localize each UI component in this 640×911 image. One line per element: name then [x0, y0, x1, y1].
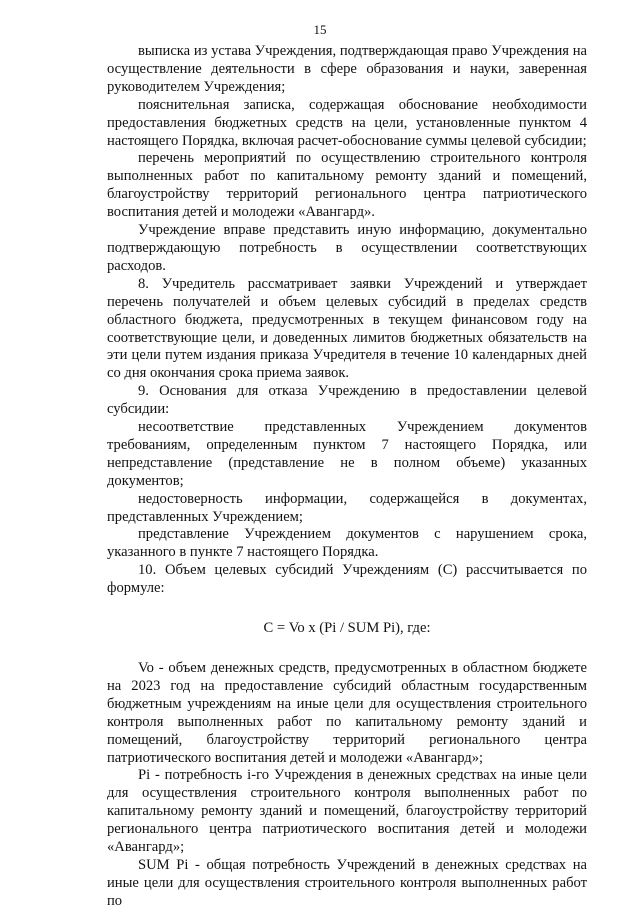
document-body [107, 43, 587, 911]
definition-pi: Pi - потребность i-го Учреждения в денежных средствах на иные цели для осуществления строительного контроля выполненных работ по капитальному ремонту зданий и помещений, благоустройству территорий регионального центра патриотического воспитания детей и молодежи «Авангард»; [107, 767, 587, 856]
paragraph-item-9: 9. Основания для отказа Учреждению в предоставлении целевой субсидии: [107, 383, 587, 418]
paragraph-charter-extract: выписка из устава Учреждения, подтверждающая право Учреждения на осуществление деятельности в сфере образования и науки, заверенная руководителем Учреждения; [107, 43, 587, 95]
paragraph-refusal-inaccuracy: недостоверность информации, содержащейся в документах, представленных Учреждением; [107, 490, 587, 525]
paragraph-activities-list: перечень мероприятий по осуществлению строительного контроля выполненных работ по капитальному ремонту зданий и помещений, благоустройству территорий регионального центра патриотического воспитания детей и молодежи «Авангард». [107, 150, 587, 221]
subsidy-formula: С = Vo x (Pi / SUM Pi), где: [263, 620, 431, 637]
definition-vo: Vo - объем денежных средств, предусмотренных в областном бюджете на 2023 год на предоставление субсидий областным государственным бюджетным учреждениям на иные цели для осуществления строительного контроля выполненных работ по капитальному ремонту зданий и помещений, благоустройству территорий регионального центра патриотического воспитания детей и молодежи «Авангард»; [107, 660, 587, 766]
paragraph-refusal-mismatch: несоответствие представленных Учреждением документов требованиям, определенным пунктом 7 настоящего Порядка, или непредставление (представление не в полном объеме) указанных документов; [107, 419, 587, 489]
paragraph-item-8: 8. Учредитель рассматривает заявки Учреждений и утверждает перечень получателей и объем целевых субсидий в пределах средств областного бюджета, предусмотренных в текущем финансовом году на соответствующие цели, и доведенных лимитов бюджетных обязательств на эти цели путем издания приказа Учредителя в течение 10 календарных дней со дня окончания срока приема заявок. [107, 275, 587, 382]
paragraph-other-info: Учреждение вправе представить иную информацию, документально подтверждающую потребность в осуществлении соответствующих расходов. [107, 222, 587, 274]
paragraph-refusal-deadline: представление Учреждением документов с нарушением срока, указанного в пункте 7 настоящего Порядка. [107, 526, 587, 561]
paragraph-item-10: 10. Объем целевых субсидий Учреждениям (С) рассчитывается по формуле: [107, 562, 587, 597]
page-number: 15 [313, 22, 327, 37]
paragraph-explanatory-note: пояснительная записка, содержащая обоснование необходимости предоставления бюджетных средств на цели, установленные пунктом 4 настоящего Порядка, включая расчет-обоснование суммы целевой субсидии; [107, 96, 587, 149]
definition-sum-pi: SUM Pi - общая потребность Учреждений в денежных средствах на иные цели для осуществления строительного контроля выполненных работ по [107, 856, 587, 909]
